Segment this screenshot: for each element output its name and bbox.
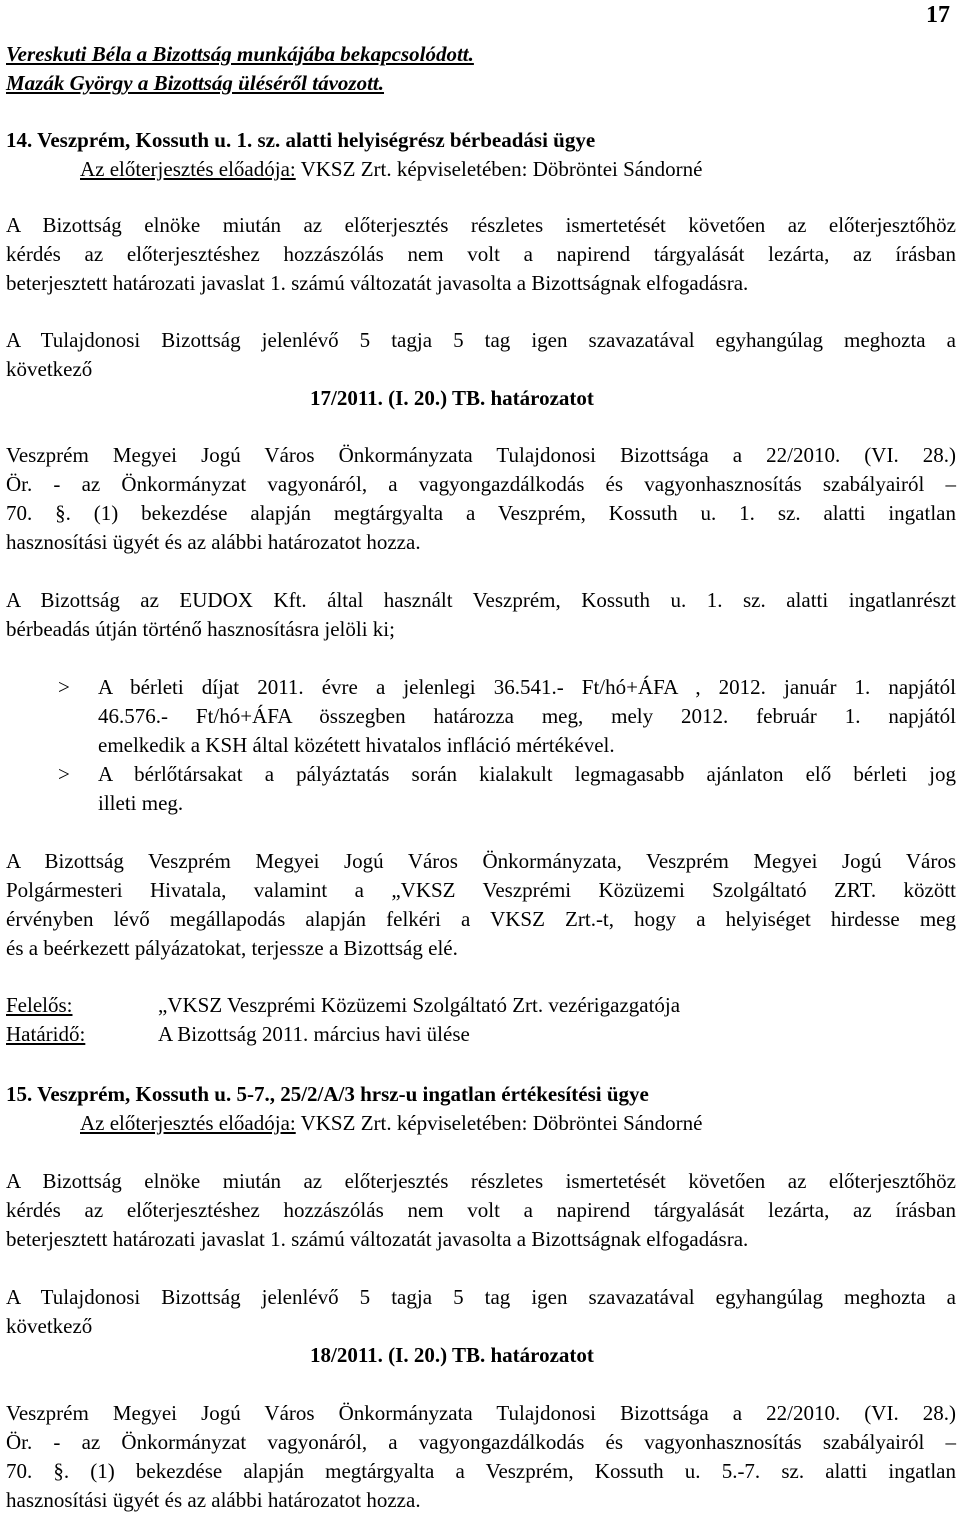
- item14-presenter: [80, 155, 702, 184]
- item14-presenter-value: VKSZ Zrt. képviseletében: Döbröntei Sándorné: [295, 157, 703, 181]
- bullet-marker: >: [58, 762, 70, 786]
- item14-request-line-3: érvényben lévő megállapodás alapján felkéri a VKSZ Zrt.-t, hogy a helyiséget hirdesse meg: [6, 907, 956, 931]
- item15-discussion-line-3: beterjesztett határozati javaslat 1. számú változatát javasolta a Bizottságnak elfogadásra.: [6, 1227, 749, 1251]
- item14-vote-line-1: A Tulajdonosi Bizottság jelenlévő 5 tagja 5 tag igen szavazatával egyhangúlag meghozta a: [6, 328, 956, 352]
- item14-discussion-line-3: beterjesztett határozati javaslat 1. számú változatát javasolta a Bizottságnak elfogadásra.: [6, 271, 749, 295]
- item14-basis-line-1: Veszprém Megyei Jogú Város Önkormányzata Tulajdonosi Bizottsága a 22/2010. (VI. 28.): [6, 443, 956, 467]
- item14-request-line-2: Polgármesteri Hivatala, valamint a „VKSZ Veszprémi Közüzemi Szolgáltató ZRT. között: [6, 878, 956, 902]
- item14-resolution-id: 17/2011. (I. 20.) TB. határozatot: [310, 386, 594, 410]
- bullet-marker: >: [58, 675, 70, 699]
- item15-presenter-value: VKSZ Zrt. képviseletében: Döbröntei Sándorné: [295, 1111, 703, 1135]
- item15-discussion-line-2: kérdés az előterjesztéshez hozzászólás nem volt a napirend tárgyalását lezárta, az írásban: [6, 1198, 956, 1222]
- item14-basis-line-4: hasznosítási ügyét és az alábbi határozatot hozza.: [6, 530, 421, 554]
- item14-basis-line-2: Ör. - az Önkormányzat vagyonáról, a vagyongazdálkodás és vagyonhasznosítás szabályairól –: [6, 472, 956, 496]
- item14-presenter-label: Az előterjesztés előadója:: [80, 157, 296, 181]
- bullet-1-line-2: 46.576.- Ft/hó+ÁFA összegben határozza meg, mely 2012. február 1. napjától: [98, 704, 956, 728]
- bullet-1-line-3: emelkedik a KSH által közétett hivatalos infláció mértékével.: [98, 733, 615, 757]
- item14-decision-line-1: A Bizottság az EUDOX Kft. által használt Veszprém, Kossuth u. 1. sz. alatti ingatlanrészt: [6, 588, 956, 612]
- item14-request-line-1: A Bizottság Veszprém Megyei Jogú Város Önkormányzata, Veszprém Megyei Jogú Város: [6, 849, 956, 873]
- item15-vote-line-2: következő: [6, 1314, 93, 1338]
- intro-line-2: Mazák György a Bizottság üléséről távozott.: [6, 71, 385, 95]
- item15-basis-line-4: hasznosítási ügyét és az alábbi határozatot hozza.: [6, 1488, 421, 1512]
- item15-basis-line-1: Veszprém Megyei Jogú Város Önkormányzata Tulajdonosi Bizottsága a 22/2010. (VI. 28.): [6, 1401, 956, 1425]
- item14-decision-line-2: bérbeadás útján történő hasznosításra jelöli ki;: [6, 617, 395, 641]
- item15-discussion-line-1: A Bizottság elnöke miután az előterjesztés részletes ismertetését követően az előterjesztőhöz: [6, 1169, 956, 1193]
- intro-line-1: Vereskuti Béla a Bizottság munkájába bekapcsolódott.: [6, 42, 474, 66]
- responsible-label: Felelős:: [6, 993, 73, 1017]
- item15-basis-line-3: 70. §. (1) bekezdése alapján megtárgyalta a Veszprém, Kossuth u. 5.-7. sz. alatti ingatlan: [6, 1459, 956, 1483]
- item15-title: 15. Veszprém, Kossuth u. 5-7., 25/2/A/3 hrsz-u ingatlan értékesítési ügye: [6, 1082, 649, 1106]
- deadline-value: A Bizottság 2011. március havi ülése: [158, 1022, 470, 1046]
- responsible-value: „VKSZ Veszprémi Közüzemi Szolgáltató Zrt. vezérigazgatója: [158, 993, 681, 1017]
- deadline-label: Határidő:: [6, 1022, 86, 1046]
- item14-discussion-line-2: kérdés az előterjesztéshez hozzászólás nem volt a napirend tárgyalását lezárta, az írásban: [6, 242, 956, 266]
- item14-request-line-4: és a beérkezett pályázatokat, terjessze a Bizottság elé.: [6, 936, 458, 960]
- item15-vote-line-1: A Tulajdonosi Bizottság jelenlévő 5 tagja 5 tag igen szavazatával egyhangúlag meghozta a: [6, 1285, 956, 1309]
- item15-presenter-label: Az előterjesztés előadója:: [80, 1111, 296, 1135]
- bullet-1-line-1: A bérleti díjat 2011. évre a jelenlegi 36.541.- Ft/hó+ÁFA , 2012. január 1. napjától: [98, 675, 956, 699]
- item15-resolution-id: 18/2011. (I. 20.) TB. határozatot: [310, 1343, 594, 1367]
- item14-basis-line-3: 70. §. (1) bekezdése alapján megtárgyalta a Veszprém, Kossuth u. 1. sz. alatti ingatlan: [6, 501, 956, 525]
- item14-title: 14. Veszprém, Kossuth u. 1. sz. alatti helyiségrész bérbeadási ügye: [6, 128, 596, 152]
- item14-discussion-line-1: A Bizottság elnöke miután az előterjesztés részletes ismertetését követően az előterjesztőhöz: [6, 213, 956, 237]
- bullet-2-line-1: A bérlőtársakat a pályáztatás során kialakult legmagasabb ajánlaton elő bérleti jog: [98, 762, 956, 786]
- bullet-2-line-2: illeti meg.: [98, 791, 184, 815]
- item14-vote-line-2: következő: [6, 357, 93, 381]
- item15-presenter: [80, 1109, 702, 1138]
- page-number: 17: [926, 2, 950, 28]
- item15-basis-line-2: Ör. - az Önkormányzat vagyonáról, a vagyongazdálkodás és vagyonhasznosítás szabályairól –: [6, 1430, 956, 1454]
